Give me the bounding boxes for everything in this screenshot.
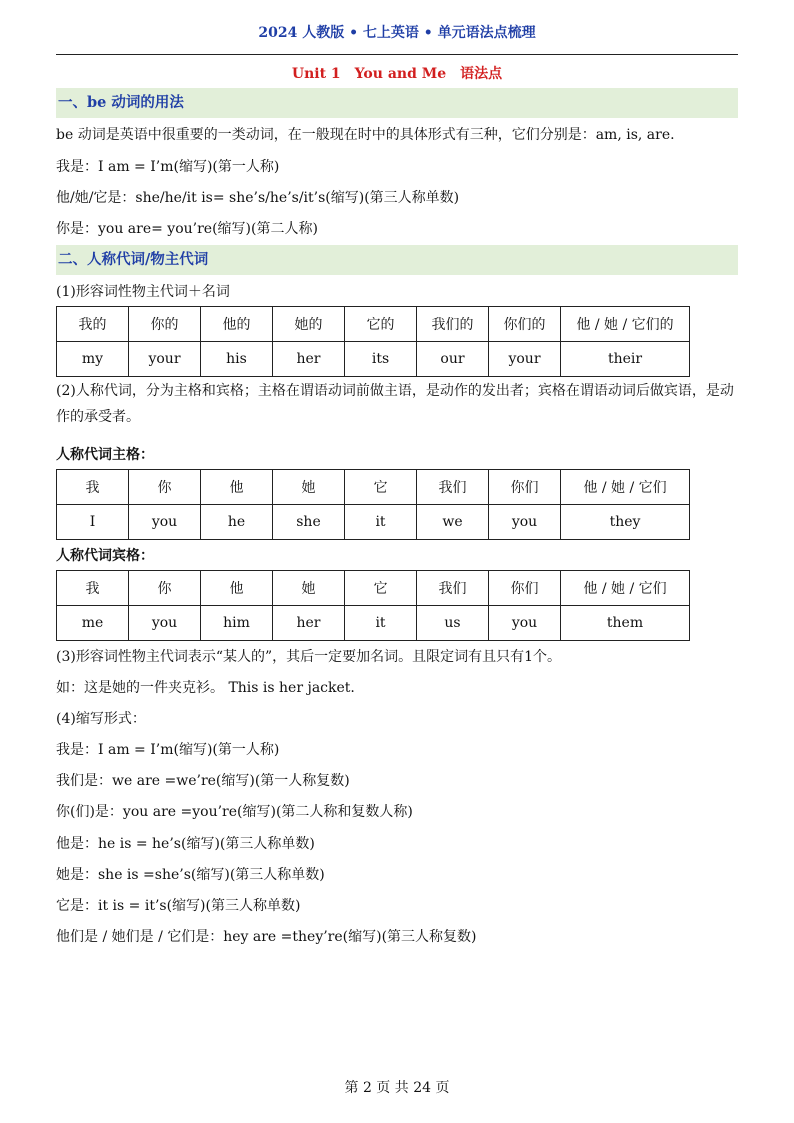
table-row [57, 606, 690, 641]
table-cell: he [201, 505, 273, 540]
list-item: 我是：I am = I’m(缩写)(第一人称) [56, 742, 280, 758]
table-cell: 我的 [57, 307, 129, 342]
table-header-row [57, 571, 690, 606]
table-cell: 它 [345, 470, 417, 505]
table-cell: you [129, 505, 201, 540]
table-cell: your [129, 342, 201, 377]
paragraph: 我是：I am = I’m(缩写)(第一人称) [56, 159, 280, 175]
list-item: 我们是：we are =we’re(缩写)(第一人称复数) [56, 773, 350, 789]
paragraph: be 动词是英语中很重要的一类动词，在一般现在时中的具体形式有三种，它们分别是：am, is, are. [56, 127, 675, 143]
paragraph: 他/她/它是：she/he/it is= she’s/he’s/it’s(缩写)(第三人称单数) [56, 190, 460, 206]
table-cell: 你们 [489, 571, 561, 606]
list-item: 他是：he is = he’s(缩写)(第三人称单数) [56, 836, 315, 852]
table-cell: 他 / 她 / 它们的 [561, 307, 690, 342]
subheading: (4)缩写形式： [56, 711, 146, 727]
table-cell: it [345, 505, 417, 540]
object-pronoun-label: 人称代词宾格： [56, 548, 154, 564]
table-cell: your [489, 342, 561, 377]
table-cell: 他 [201, 571, 273, 606]
table-cell: 他的 [201, 307, 273, 342]
page-header [56, 22, 738, 55]
table-cell: 它的 [345, 307, 417, 342]
table-cell: she [273, 505, 345, 540]
table-cell: it [345, 606, 417, 641]
table-row [57, 342, 690, 377]
subject-pronoun-label: 人称代词主格： [56, 447, 154, 463]
subject-pronoun-table [56, 469, 690, 540]
header-title: 2024 人教版 • 七上英语 • 单元语法点梳理 [258, 25, 536, 41]
section-heading-pronouns: 二、人称代词/物主代词 [56, 245, 738, 275]
table-cell: 你的 [129, 307, 201, 342]
table-header-row [57, 307, 690, 342]
table-cell: you [129, 606, 201, 641]
table-cell: 我 [57, 470, 129, 505]
table-cell: their [561, 342, 690, 377]
paragraph: (2)人称代词，分为主格和宾格；主格在谓语动词前做主语，是动作的发出者；宾格在谓语动词后做宾语，是动作的承受者。 [56, 383, 734, 425]
list-item: 它是：it is = it’s(缩写)(第三人称单数) [56, 898, 301, 914]
page-footer: 第 2 页 共 24 页 [344, 1080, 450, 1096]
table-cell: 她 [273, 571, 345, 606]
table-cell: 他 / 她 / 它们 [561, 571, 690, 606]
example-sentence: 如：这是她的一件夹克衫。 This is her jacket. [56, 680, 355, 696]
table-cell: they [561, 505, 690, 540]
table-cell: 我们的 [417, 307, 489, 342]
paragraph: 你是：you are= you’re(缩写)(第二人称) [56, 221, 318, 237]
possessive-adjective-table [56, 306, 690, 377]
table-cell: 他 [201, 470, 273, 505]
table-cell: we [417, 505, 489, 540]
table-header-row [57, 470, 690, 505]
table-cell: I [57, 505, 129, 540]
table-cell: you [489, 505, 561, 540]
table-cell: 你 [129, 571, 201, 606]
table-cell: her [273, 342, 345, 377]
table-cell: his [201, 342, 273, 377]
table-cell: 她 [273, 470, 345, 505]
table-cell: my [57, 342, 129, 377]
list-item: 她是：she is =she’s(缩写)(第三人称单数) [56, 867, 325, 883]
list-item: 你(们)是：you are =you’re(缩写)(第二人称和复数人称) [56, 804, 413, 820]
table-cell: 你们的 [489, 307, 561, 342]
object-pronoun-table [56, 570, 690, 641]
table-cell: our [417, 342, 489, 377]
section-heading-be-verb: 一、be 动词的用法 [56, 88, 738, 118]
table-cell: 她的 [273, 307, 345, 342]
list-item: 他们是 / 她们是 / 它们是：hey are =they’re(缩写)(第三人称复数) [56, 929, 477, 945]
table-cell: you [489, 606, 561, 641]
table-cell: 你们 [489, 470, 561, 505]
table-cell: us [417, 606, 489, 641]
table-cell: them [561, 606, 690, 641]
table-cell: 它 [345, 571, 417, 606]
table-row [57, 505, 690, 540]
table-cell: him [201, 606, 273, 641]
subheading: (1)形容词性物主代词＋名词 [56, 284, 230, 300]
unit-title: Unit 1 You and Me 语法点 [291, 66, 503, 82]
table-cell: 他 / 她 / 它们 [561, 470, 690, 505]
table-cell: me [57, 606, 129, 641]
table-cell: 你 [129, 470, 201, 505]
paragraph: (3)形容词性物主代词表示“某人的”，其后一定要加名词。且限定词有且只有1个。 [56, 649, 562, 665]
table-cell: her [273, 606, 345, 641]
table-cell: its [345, 342, 417, 377]
table-cell: 我们 [417, 470, 489, 505]
table-cell: 我 [57, 571, 129, 606]
table-cell: 我们 [417, 571, 489, 606]
